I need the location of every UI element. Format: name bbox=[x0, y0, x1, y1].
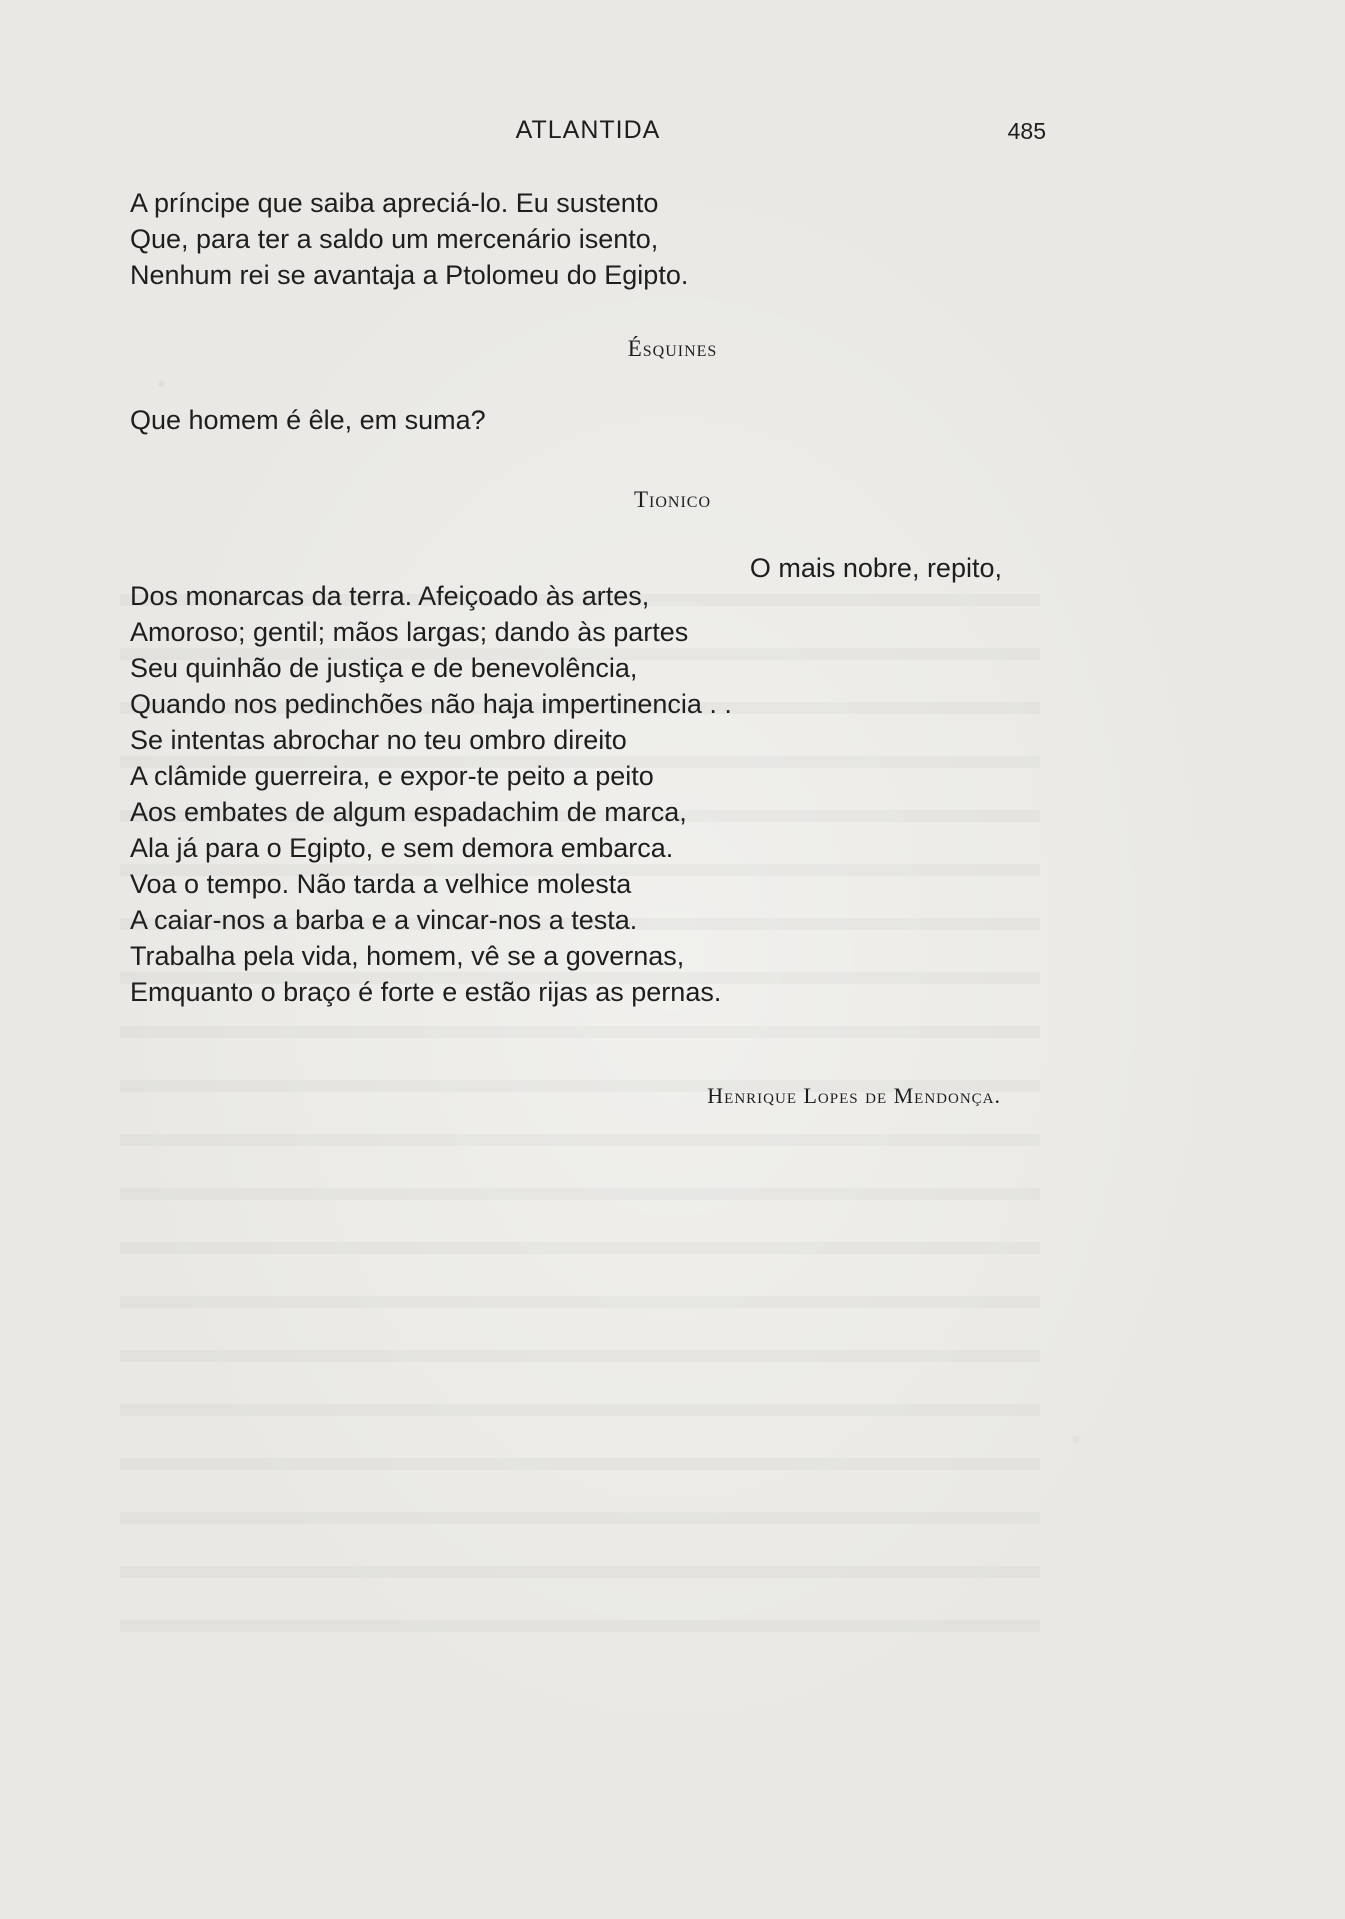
verse-line: Trabalha pela vida, homem, vê se a governas, bbox=[130, 941, 685, 971]
verse-line: Voa o tempo. Não tarda a velhice molesta bbox=[130, 869, 632, 899]
verse-block-2 bbox=[130, 402, 486, 438]
page-header bbox=[130, 116, 1046, 156]
author-signature: Henrique Lopes de Mendonça. bbox=[707, 1083, 1001, 1108]
page-number: 485 bbox=[1007, 118, 1046, 144]
verse-line: Ala já para o Egipto, e sem demora embarca. bbox=[130, 833, 674, 863]
verse-line-indented: O mais nobre, repito, bbox=[749, 553, 1002, 583]
running-title: ATLANTIDA bbox=[515, 116, 661, 144]
verse-line: Seu quinhão de justiça e de benevolência, bbox=[130, 653, 638, 683]
speaker-name-tionico: Tionico bbox=[633, 487, 712, 512]
verse-line: A príncipe que saiba apreciá-lo. Eu sustento bbox=[130, 188, 659, 218]
verse-line: Quando nos pedinchões não haja impertinencia . . bbox=[130, 689, 732, 719]
verse-block-1 bbox=[130, 185, 688, 293]
verse-line: Amoroso; gentil; mãos largas; dando às partes bbox=[130, 617, 689, 647]
speaker-name-esquines: Ésquines bbox=[627, 336, 718, 361]
verse-line: Emquanto o braço é forte e estão rijas as pernas. bbox=[130, 977, 722, 1007]
verse-block-3 bbox=[130, 578, 732, 1010]
verse-line: Dos monarcas da terra. Afeiçoado às artes, bbox=[130, 581, 650, 611]
verse-line: A caiar-nos a barba e a vincar-nos a testa. bbox=[130, 905, 638, 935]
verse-line: Que homem é êle, em suma? bbox=[130, 405, 486, 435]
verse-line: A clâmide guerreira, e expor-te peito a peito bbox=[130, 761, 654, 791]
verse-line: Se intentas abrochar no teu ombro direito bbox=[130, 725, 627, 755]
verse-line: Aos embates de algum espadachim de marca, bbox=[130, 797, 687, 827]
verse-line: Que, para ter a saldo um mercenário isento, bbox=[130, 224, 659, 254]
verse-line: Nenhum rei se avantaja a Ptolomeu do Egipto. bbox=[130, 260, 689, 290]
